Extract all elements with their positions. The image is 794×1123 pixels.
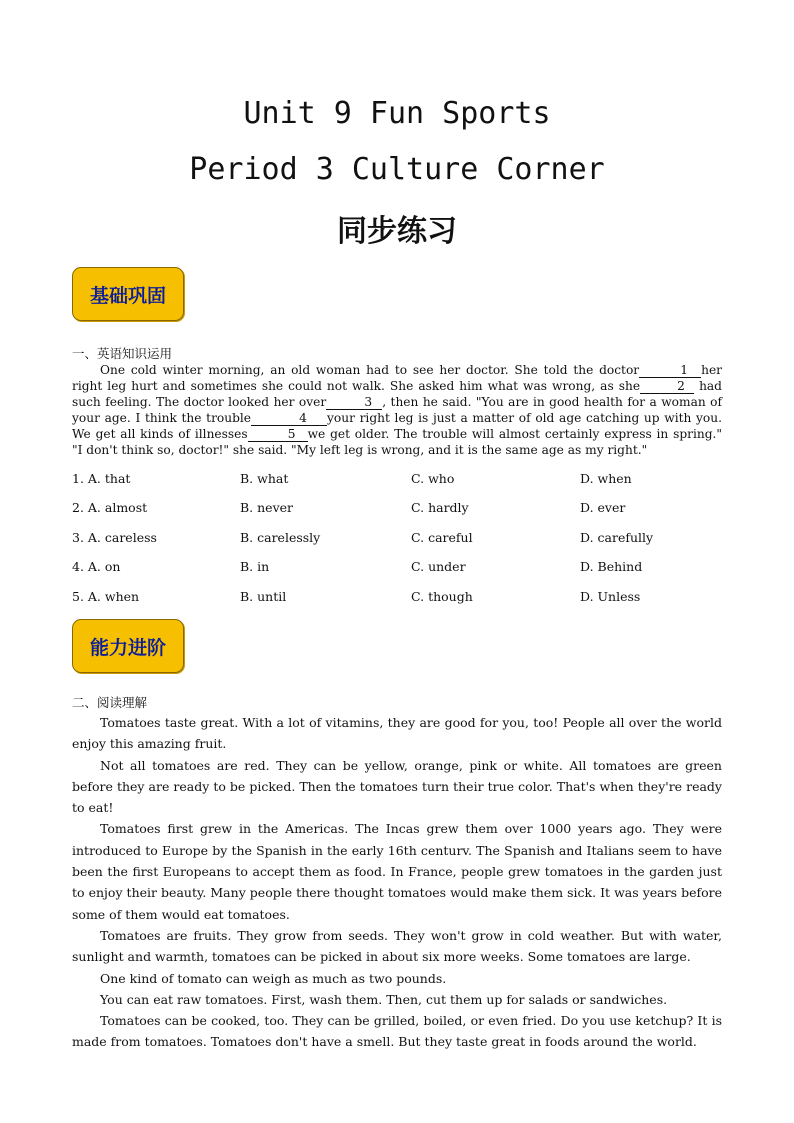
question-row-5 bbox=[72, 589, 732, 605]
passage-text: we get older. The trouble will almost certainly express in spring." "I don't think so, doctor!" she said. "My left leg is wrong, and it is the same age as my right." bbox=[72, 427, 723, 457]
option-d: D. ever bbox=[580, 500, 626, 515]
option-a: 5. A. when bbox=[72, 589, 140, 604]
option-a: 4. A. on bbox=[72, 559, 121, 574]
paragraph: One kind of tomato can weigh as much as two pounds. bbox=[100, 970, 447, 986]
blank-3: 3 bbox=[326, 396, 382, 410]
option-c: C. hardly bbox=[411, 500, 469, 515]
paragraph: Tomatoes taste great. With a lot of vitamins, they are good for you, too! People all over the world enjoy this amazing fruit. bbox=[72, 715, 722, 752]
option-a: 1. A. that bbox=[72, 471, 131, 486]
option-b: B. never bbox=[240, 500, 294, 515]
passage-text: your right leg is just a matter of old age catching up with you. We get all kinds of illnesses bbox=[72, 411, 722, 441]
passage-text: had such feeling. The doctor looked her over bbox=[72, 379, 722, 409]
paragraph: Tomatoes first grew in the Americas. The Incas grew them over 1000 years ago. They were introduced to Europe by the Spanish in the early 16th centurv. The Spanish and Italians seem to have been the first Europeans to accept them as food. In France, people grew tomatoes in the garden just to enjoy their beauty. Many people there thought tomatoes would make them sick. It was years before some of them would eat tomatoes. bbox=[72, 821, 722, 922]
blank-1: 1 bbox=[639, 364, 701, 378]
option-b: B. until bbox=[240, 589, 287, 604]
paragraph: Tomatoes can be cooked, too. They can be grilled, boiled, or even fried. Do you use ketchup? It is made from tomatoes. Tomatoes don't have a smell. But they taste great in foods around the world. bbox=[72, 1013, 722, 1050]
badge-advanced: 能力进阶 bbox=[72, 619, 184, 673]
question-row-4 bbox=[72, 559, 732, 575]
blank-2: 2 bbox=[640, 380, 694, 394]
option-c: C. who bbox=[411, 471, 455, 486]
question-row-2 bbox=[72, 500, 732, 516]
option-a: 2. A. almost bbox=[72, 500, 148, 515]
badge-basic: 基础巩固 bbox=[72, 267, 184, 321]
passage-text: her right leg hurt and sometimes she could not walk. She asked him what was wrong, as she bbox=[72, 363, 722, 393]
paragraph: Not all tomatoes are red. They can be yellow, orange, pink or white. All tomatoes are green before they are ready to be picked. Then the tomatoes turn their true color. That's when they're ready to eat! bbox=[72, 757, 722, 816]
paragraph: You can eat raw tomatoes. First, wash them. Then, cut them up for salads or sandwiches. bbox=[100, 991, 668, 1007]
passage-text: One cold winter morning, an old woman had to see her doctor. She told the doctor bbox=[100, 363, 640, 377]
option-d: D. Behind bbox=[580, 559, 643, 574]
title-line-3: 同步练习 bbox=[337, 214, 457, 249]
option-b: B. in bbox=[240, 559, 270, 574]
section2-heading: 二、阅读理解 bbox=[72, 695, 148, 710]
option-d: D. when bbox=[580, 471, 632, 486]
blank-5: 5 bbox=[248, 428, 308, 442]
option-c: C. though bbox=[411, 589, 473, 604]
reading-passage bbox=[72, 712, 722, 1053]
paragraph: Tomatoes are fruits. They grow from seeds. They won't grow in cold weather. But with water, sunlight and warmth, tomatoes can be picked in about six more weeks. Some tomatoes are large. bbox=[72, 927, 722, 965]
option-b: B. what bbox=[240, 471, 289, 486]
option-d: D. carefully bbox=[580, 530, 654, 545]
blank-4: 4 bbox=[251, 412, 327, 426]
question-row-3 bbox=[72, 530, 732, 546]
option-d: D. Unless bbox=[580, 589, 641, 604]
option-c: C. under bbox=[411, 559, 466, 574]
option-b: B. carelessly bbox=[240, 530, 321, 545]
title-line-2: Period 3 Culture Corner bbox=[189, 152, 605, 187]
cloze-passage bbox=[72, 362, 722, 458]
title-line-1: Unit 9 Fun Sports bbox=[243, 96, 551, 131]
option-a: 3. A. careless bbox=[72, 530, 157, 545]
section1-heading: 一、英语知识运用 bbox=[72, 346, 173, 361]
passage-text: , then he said. "You are in good health for a woman of your age. I think the trouble bbox=[72, 395, 722, 425]
option-c: C. careful bbox=[411, 530, 473, 545]
question-row-1 bbox=[72, 471, 732, 487]
